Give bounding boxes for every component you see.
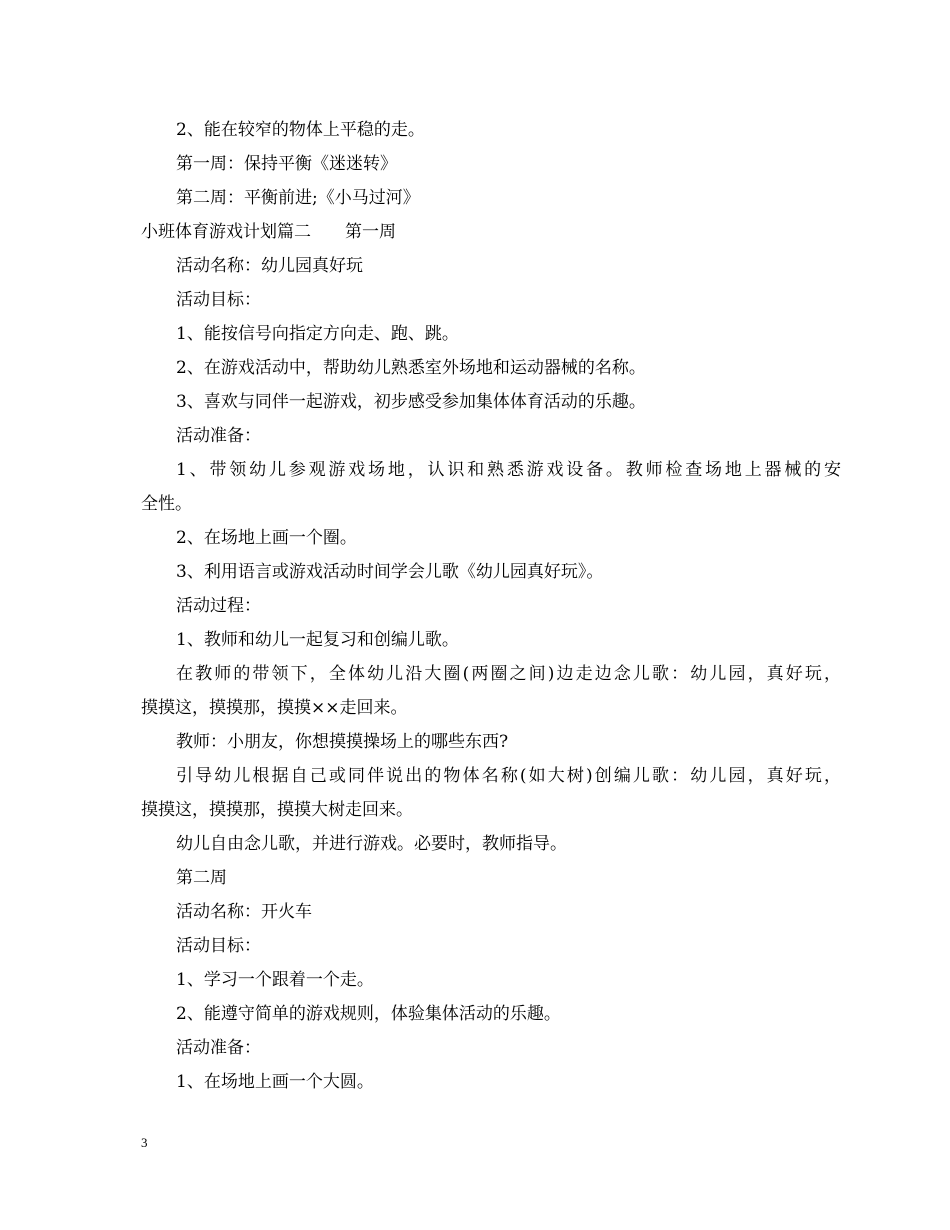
paragraph-prep-item: 3、利用语言或游戏活动时间学会儿歌《幼儿园真好玩》。 (176, 562, 604, 582)
paragraph-prep-item: 1、在场地上画一个大圆。 (176, 1072, 374, 1092)
paragraph-activity-process: 活动过程： (176, 596, 261, 616)
paragraph-activity-prep: 活动准备： (176, 426, 261, 446)
paragraph-free-play: 幼儿自由念儿歌，并进行游戏。必要时，教师指导。 (176, 834, 567, 854)
paragraph-goal-item: 2、在游戏活动中，帮助幼儿熟悉室外场地和运动器械的名称。 (176, 358, 646, 378)
paragraph-goal-item: 2、能遵守简单的游戏规则，体验集体活动的乐趣。 (176, 1004, 561, 1024)
paragraph-goal-item: 3、喜欢与同伴一起游戏，初步感受参加集体体育活动的乐趣。 (176, 392, 646, 412)
paragraph-guidance-text: 引导幼儿根据自己或同伴说出的物体名称(如大树)创编儿歌：幼儿园，真好玩， (176, 766, 841, 786)
paragraph-prep-item: 1、带领幼儿参观游戏场地，认识和熟悉游戏设备。教师检查场地上器械的安 (176, 460, 841, 480)
paragraph-week-heading: 第二周 (176, 868, 227, 888)
paragraph-activity-goals: 活动目标： (176, 290, 261, 310)
paragraph-week-1: 第一周：保持平衡《迷迷转》 (176, 154, 397, 174)
paragraph-process-item: 1、教师和幼儿一起复习和创编儿歌。 (176, 630, 459, 650)
section-heading: 小班体育游戏计划篇二 第一周 (141, 222, 396, 242)
page-number: 3 (141, 1135, 148, 1150)
paragraph-process-text: 在教师的带领下，全体幼儿沿大圈(两圈之间)边走边念儿歌：幼儿园，真好玩， (176, 664, 841, 684)
paragraph-guidance-text-continued: 摸摸这，摸摸那，摸摸大树走回来。 (141, 800, 413, 820)
paragraph-goal-item: 1、能按信号向指定方向走、跑、跳。 (176, 324, 459, 344)
paragraph-week-2: 第二周：平衡前进;《小马过河》 (176, 188, 420, 208)
paragraph-activity-prep: 活动准备： (176, 1038, 261, 1058)
paragraph-activity-goals: 活动目标： (176, 936, 261, 956)
paragraph-prep-item: 2、在场地上画一个圈。 (176, 528, 357, 548)
paragraph-teacher-question: 教师：小朋友，你想摸摸操场上的哪些东西? (176, 732, 509, 752)
paragraph-goal-2: 2、能在较窄的物体上平稳的走。 (176, 120, 425, 140)
paragraph-process-text-continued: 摸摸这，摸摸那，摸摸××走回来。 (141, 698, 408, 718)
document-body (141, 113, 841, 1099)
paragraph-prep-item-continued: 全性。 (141, 494, 192, 514)
paragraph-activity-name: 活动名称：开火车 (176, 902, 312, 922)
paragraph-goal-item: 1、学习一个跟着一个走。 (176, 970, 374, 990)
paragraph-activity-name: 活动名称：幼儿园真好玩 (176, 256, 363, 276)
